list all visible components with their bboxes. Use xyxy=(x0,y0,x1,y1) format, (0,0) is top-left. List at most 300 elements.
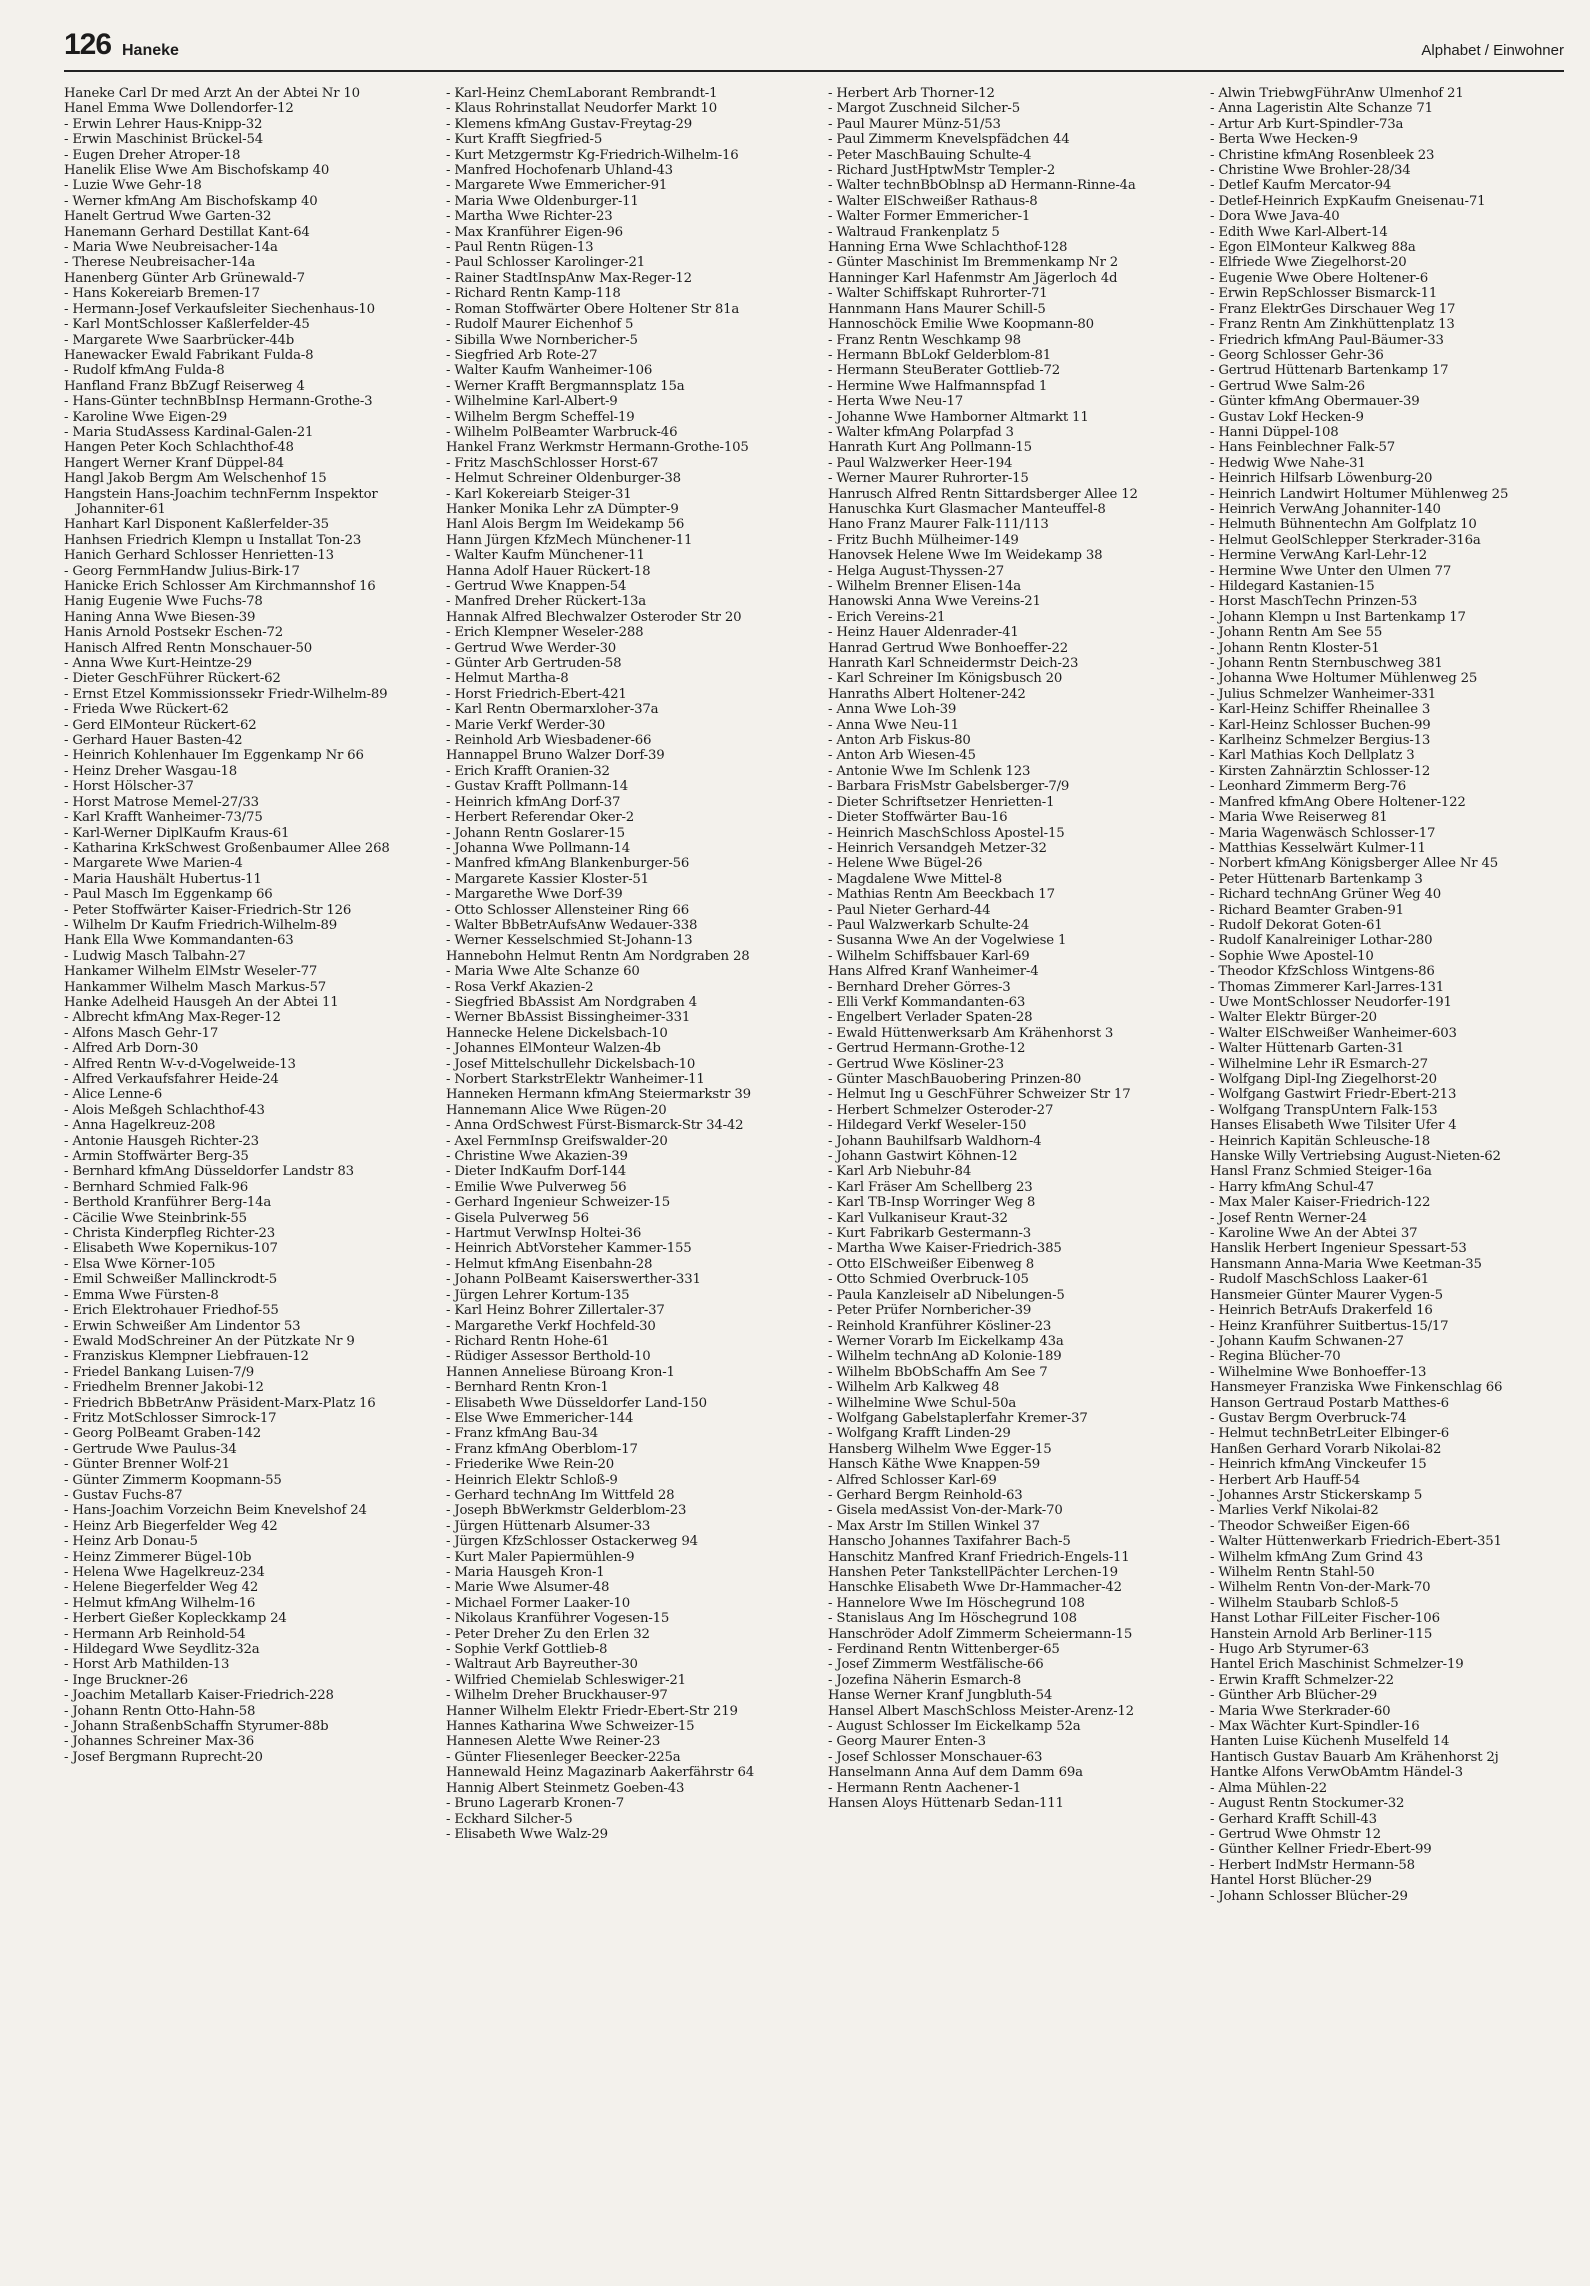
directory-entry: - Günter Brenner Wolf-21 xyxy=(64,1457,230,1473)
directory-entry: - Anna OrdSchwest Fürst-Bismarck-Str 34-42 xyxy=(446,1118,744,1134)
directory-entry: Hansmeier Günter Maurer Vygen-5 xyxy=(1210,1287,1443,1303)
directory-entry: - Mathias Rentn Am Beeckbach 17 xyxy=(828,887,1055,903)
directory-entry: - Bernhard kfmAng Düsseldorfer Landstr 83 xyxy=(64,1164,354,1180)
directory-entry: - Werner Maurer Ruhrorter-15 xyxy=(828,471,1029,487)
directory-entry: - Gerhard Krafft Schill-43 xyxy=(1210,1811,1377,1827)
directory-entry: - Walter kfmAng Polarpfad 3 xyxy=(828,424,1014,440)
directory-columns xyxy=(64,86,1564,2246)
directory-entry: - Friedrich kfmAng Paul-Bäumer-33 xyxy=(1210,332,1444,348)
directory-entry: - Therese Neubreisacher-14a xyxy=(64,255,256,271)
directory-entry: - Gertrud Hüttenarb Bartenkamp 17 xyxy=(1210,363,1449,379)
directory-entry: - Manfred kfmAng Blankenburger-56 xyxy=(446,856,690,872)
directory-entry: - Fritz Buchh Mülheimer-149 xyxy=(828,532,1019,548)
directory-entry: - Ernst Etzel Kommissionssekr Friedr-Wilhelm-89 xyxy=(64,686,388,702)
directory-entry: - Gerhard Bergm Reinhold-63 xyxy=(828,1487,1023,1503)
directory-entry: - Franz kfmAng Oberblom-17 xyxy=(446,1441,638,1457)
directory-entry: - Maria Haushält Hubertus-11 xyxy=(64,871,262,887)
directory-entry: - Erich Elektrohauer Friedhof-55 xyxy=(64,1303,279,1319)
directory-entry: - Hildegard Wwe Seydlitz-32a xyxy=(64,1642,260,1658)
directory-entry: - Cäcilie Wwe Steinbrink-55 xyxy=(64,1210,247,1226)
directory-entry: - Sibilla Wwe Nornbericher-5 xyxy=(446,332,638,348)
directory-entry: Hannecke Helene Dickelsbach-10 xyxy=(446,1025,668,1041)
directory-entry: - Sophie Verkf Gottlieb-8 xyxy=(446,1642,608,1658)
directory-entry: - Martha Wwe Richter-23 xyxy=(446,209,613,225)
directory-entry: Hanna Adolf Hauer Rückert-18 xyxy=(446,563,651,579)
directory-entry: - Horst Friedrich-Ebert-421 xyxy=(446,686,627,702)
column-3 xyxy=(828,86,1182,2246)
directory-entry: - Gerhard Hauer Basten-42 xyxy=(64,733,243,749)
directory-entry: - Hugo Arb Styrumer-63 xyxy=(1210,1642,1370,1658)
directory-entry: - Paul Masch Im Eggenkamp 66 xyxy=(64,887,273,903)
directory-entry: - Erwin Maschinist Brückel-54 xyxy=(64,132,263,148)
directory-entry: - Michael Former Laaker-10 xyxy=(446,1595,630,1611)
directory-entry: - Norbert StarkstrElektr Wanheimer-11 xyxy=(446,1072,705,1087)
directory-entry: - Günter MaschBauobering Prinzen-80 xyxy=(828,1072,1082,1087)
directory-entry: - Max Kranführer Eigen-96 xyxy=(446,224,623,240)
directory-entry: - Dieter GeschFührer Rückert-62 xyxy=(64,671,281,687)
directory-entry: - Walter ElSchweißer Rathaus-8 xyxy=(828,193,1038,209)
directory-entry: - Manfred Hochofenarb Uhland-43 xyxy=(446,163,673,179)
directory-entry: - Klemens kfmAng Gustav-Freytag-29 xyxy=(446,116,693,132)
directory-entry: - Marlies Verkf Nikolai-82 xyxy=(1210,1503,1379,1519)
directory-entry: - Georg FernmHandw Julius-Birk-17 xyxy=(64,563,300,579)
directory-entry: - Emil Schweißer Mallinckrodt-5 xyxy=(64,1272,278,1288)
directory-entry: - Wilhelmine Lehr iR Esmarch-27 xyxy=(1210,1056,1428,1072)
directory-entry: - Rudolf MaschSchloss Laaker-61 xyxy=(1210,1272,1430,1288)
directory-entry: - Engelbert Verlader Spaten-28 xyxy=(828,1010,1033,1026)
directory-entry: - Peter Stoffwärter Kaiser-Friedrich-Str 126 xyxy=(64,902,352,918)
directory-entry: - Kurt Fabrikarb Gestermann-3 xyxy=(828,1226,1032,1242)
directory-entry: - Helene Biegerfelder Weg 42 xyxy=(64,1580,259,1596)
directory-entry: - Marie Wwe Alsumer-48 xyxy=(446,1580,610,1596)
directory-entry: - Johann Rentn Sternbuschweg 381 xyxy=(1210,656,1443,672)
directory-entry: - Friederike Wwe Rein-20 xyxy=(446,1457,615,1473)
directory-entry: - Maria Wwe Neubreisacher-14a xyxy=(64,240,278,256)
directory-entry: - Luzie Wwe Gehr-18 xyxy=(64,178,202,194)
directory-entry: Hanslik Herbert Ingenieur Spessart-53 xyxy=(1210,1241,1467,1257)
directory-entry: Hanson Gertraud Postarb Matthes-6 xyxy=(1210,1395,1449,1411)
directory-entry: - Detlef-Heinrich ExpKaufm Gneisenau-71 xyxy=(1210,193,1486,209)
directory-entry: - Karoline Wwe Eigen-29 xyxy=(64,409,227,425)
directory-entry: - Hermann-Josef Verkaufsleiter Siechenhaus-10 xyxy=(64,301,375,317)
directory-entry: Hanfland Franz BbZugf Reiserweg 4 xyxy=(64,378,305,394)
directory-entry: - Eugen Dreher Atroper-18 xyxy=(64,147,241,163)
directory-entry: - Christa Kinderpfleg Richter-23 xyxy=(64,1226,276,1242)
directory-entry: - Hans Feinblechner Falk-57 xyxy=(1210,440,1396,456)
directory-entry: - Gustav Fuchs-87 xyxy=(64,1487,183,1503)
directory-entry: - Heinrich Kohlenhauer Im Eggenkamp Nr 66 xyxy=(64,748,364,764)
directory-entry: - Margarete Kassier Kloster-51 xyxy=(446,871,649,887)
directory-entry: - Fritz MotSchlosser Simrock-17 xyxy=(64,1410,277,1426)
directory-entry: - Marie Verkf Werder-30 xyxy=(446,717,606,733)
directory-entry: - Gustav Lokf Hecken-9 xyxy=(1210,409,1364,425)
directory-entry: - Karl Krafft Wanheimer-73/75 xyxy=(64,810,263,826)
directory-entry: - Helmuth Bühnentechn Am Golfplatz 10 xyxy=(1210,517,1477,533)
directory-entry: - Rudolf kfmAng Fulda-8 xyxy=(64,363,225,379)
directory-entry: - Günter Arb Gertruden-58 xyxy=(446,656,622,672)
directory-entry: - Karl Vulkaniseur Kraut-32 xyxy=(828,1210,1008,1226)
directory-entry: Hanshen Peter TankstellPächter Lerchen-19 xyxy=(828,1565,1118,1580)
directory-entry: - Walter technBbOblnsp aD Hermann-Rinne-4a xyxy=(828,178,1136,194)
directory-entry: Hanses Elisabeth Wwe Tilsiter Ufer 4 xyxy=(1210,1118,1457,1134)
directory-entry: - Regina Blücher-70 xyxy=(1210,1349,1341,1365)
directory-entry: - Maria Wwe Oldenburger-11 xyxy=(446,193,639,209)
directory-entry: - Alfred Schlosser Karl-69 xyxy=(828,1472,997,1488)
directory-entry: - Herbert Schmelzer Osteroder-27 xyxy=(828,1102,1054,1118)
directory-entry: - Herbert Arb Thorner-12 xyxy=(828,86,995,101)
directory-entry: Hanig Eugenie Wwe Fuchs-78 xyxy=(64,594,263,610)
directory-entry: - Richard Rentn Kamp-118 xyxy=(446,286,621,302)
directory-entry: Hansmann Anna-Maria Wwe Keetman-35 xyxy=(1210,1256,1482,1272)
directory-entry: - Max Wächter Kurt-Spindler-16 xyxy=(1210,1719,1420,1735)
directory-entry: - Max Maler Kaiser-Friedrich-122 xyxy=(1210,1195,1431,1211)
directory-entry: - Anton Arb Fiskus-80 xyxy=(828,733,971,749)
directory-entry: - Heinrich VerwAng Johanniter-140 xyxy=(1210,501,1441,517)
directory-entry: - Elisabeth Wwe Kopernikus-107 xyxy=(64,1241,278,1257)
directory-entry: - Franz kfmAng Bau-34 xyxy=(446,1426,598,1442)
directory-entry: - Gustav Bergm Overbruck-74 xyxy=(1210,1410,1407,1426)
directory-entry: - Katharina KrkSchwest Großenbaumer Allee 268 xyxy=(64,840,390,856)
directory-entry: - Karlheinz Schmelzer Bergius-13 xyxy=(1210,733,1431,749)
directory-entry: - Walter Hüttenarb Garten-31 xyxy=(1210,1041,1405,1057)
directory-entry: - Walter Kaufm Münchener-11 xyxy=(446,548,645,564)
directory-entry: Hansberg Wilhelm Wwe Egger-15 xyxy=(828,1441,1052,1457)
directory-entry: Hansl Franz Schmied Steiger-16a xyxy=(1210,1164,1432,1180)
directory-entry: - Max Arstr Im Stillen Winkel 37 xyxy=(828,1518,1040,1534)
directory-entry: Hanrath Karl Schneidermstr Deich-23 xyxy=(828,656,1079,672)
directory-entry: Hanemann Gerhard Destillat Kant-64 xyxy=(64,224,310,240)
directory-entry: - Ferdinand Rentn Wittenberger-65 xyxy=(828,1642,1060,1658)
directory-entry: - Anton Arb Wiesen-45 xyxy=(828,748,976,764)
directory-entry: - Wilhelmine Karl-Albert-9 xyxy=(446,394,618,410)
directory-entry: - Berthold Kranführer Berg-14a xyxy=(64,1195,272,1211)
directory-entry: - Johanna Wwe Pollmann-14 xyxy=(446,840,630,856)
directory-entry: - Heinz Hauer Aldenrader-41 xyxy=(828,625,1019,641)
directory-entry: - Wilhelm kfmAng Zum Grind 43 xyxy=(1210,1549,1423,1565)
directory-entry: - Gertrud Hermann-Grothe-12 xyxy=(828,1041,1026,1057)
directory-entry: - Peter Dreher Zu den Erlen 32 xyxy=(446,1626,650,1642)
directory-entry: - Nikolaus Kranführer Vogesen-15 xyxy=(446,1611,670,1627)
directory-entry: - Wilhelm technAng aD Kolonie-189 xyxy=(828,1349,1062,1365)
directory-entry: Hannak Alfred Blechwalzer Osteroder Str 20 xyxy=(446,609,742,625)
directory-entry: Hanse Werner Kranf Jungbluth-54 xyxy=(828,1688,1053,1704)
directory-entry: - Edith Wwe Karl-Albert-14 xyxy=(1210,224,1388,240)
column-1 xyxy=(64,86,418,2246)
directory-entry: - Gertrude Wwe Paulus-34 xyxy=(64,1441,237,1457)
directory-entry: - Rudolf Maurer Eichenhof 5 xyxy=(446,317,634,333)
directory-entry: - Margarete Wwe Saarbrücker-44b xyxy=(64,332,295,348)
directory-entry: - Gertrud Wwe Salm-26 xyxy=(1210,378,1365,394)
directory-entry: - Bernhard Dreher Görres-3 xyxy=(828,979,1011,995)
directory-entry: - Waltraud Frankenplatz 5 xyxy=(828,224,1000,240)
directory-entry: - Alice Lenne-6 xyxy=(64,1087,163,1103)
directory-entry: - Rosa Verkf Akazien-2 xyxy=(446,979,594,995)
directory-entry: Hankel Franz Werkmstr Hermann-Grothe-105 xyxy=(446,440,749,456)
directory-entry: - Christine Wwe Akazien-39 xyxy=(446,1149,628,1165)
directory-entry: - Dieter IndKaufm Dorf-144 xyxy=(446,1164,626,1180)
directory-entry: Hanrad Gertrud Wwe Bonhoeffer-22 xyxy=(828,640,1068,656)
directory-entry: - Inge Bruckner-26 xyxy=(64,1672,188,1688)
directory-entry: - Karl Arb Niebuhr-84 xyxy=(828,1164,972,1180)
directory-entry: - Hermine Wwe Halfmannspfad 1 xyxy=(828,378,1048,394)
directory-entry: - Gerd ElMonteur Rückert-62 xyxy=(64,717,257,733)
directory-entry: - Leonhard Zimmerm Berg-76 xyxy=(1210,779,1407,795)
directory-entry: - Hermann BbLokf Gelderblom-81 xyxy=(828,347,1052,363)
directory-entry: - Siegfried BbAssist Am Nordgraben 4 xyxy=(446,994,697,1010)
directory-entry: - Wilhelmine Wwe Bonhoeffer-13 xyxy=(1210,1364,1427,1380)
directory-entry: - Günter Zimmerm Koopmann-55 xyxy=(64,1472,282,1488)
directory-entry: - Barbara FrisMstr Gabelsberger-7/9 xyxy=(828,779,1070,795)
directory-entry: - Alfred Rentn W-v-d-Vogelweide-13 xyxy=(64,1056,296,1072)
directory-entry: - Johannes ElMonteur Walzen-4b xyxy=(446,1041,661,1057)
directory-entry: Hanrath Kurt Ang Pollmann-15 xyxy=(828,440,1032,456)
directory-entry: - Kirsten Zahnärztin Schlosser-12 xyxy=(1210,763,1431,779)
directory-entry: - Johannes Arstr Stickerskamp 5 xyxy=(1210,1487,1423,1503)
directory-entry: - Uwe MontSchlosser Neudorfer-191 xyxy=(1210,994,1452,1010)
directory-entry: - Karl-Heinz Schlosser Buchen-99 xyxy=(1210,717,1431,733)
directory-entry: - Wilhelm Dreher Bruckhauser-97 xyxy=(446,1688,668,1704)
directory-entry: - Wilhelm Schiffsbauer Karl-69 xyxy=(828,948,1030,964)
directory-entry: - Johann Kaufm Schwanen-27 xyxy=(1210,1333,1404,1349)
directory-entry: - Friedel Bankang Luisen-7/9 xyxy=(64,1364,255,1380)
directory-entry: - Gerhard Ingenieur Schweizer-15 xyxy=(446,1195,671,1211)
directory-entry: - Heinz Arb Donau-5 xyxy=(64,1534,198,1550)
directory-entry: - Herbert Arb Hauff-54 xyxy=(1210,1472,1361,1488)
directory-entry: - Heinz Arb Biegerfelder Weg 42 xyxy=(64,1518,278,1534)
directory-entry: - Josef Zimmerm Westfälische-66 xyxy=(828,1657,1044,1673)
directory-entry: - Horst Arb Mathilden-13 xyxy=(64,1657,230,1673)
directory-entry: Hansen Aloys Hüttenarb Sedan-111 xyxy=(828,1796,1064,1812)
directory-entry: - Roman Stoffwärter Obere Holtener Str 81a xyxy=(446,301,740,317)
directory-entry: - Helene Wwe Bügel-26 xyxy=(828,856,983,872)
directory-entry: Hannesen Alette Wwe Reiner-23 xyxy=(446,1734,661,1750)
directory-entry: - Johannes Schreiner Max-36 xyxy=(64,1734,255,1750)
directory-entry: - Paul Walzwerkarb Schulte-24 xyxy=(828,917,1030,933)
directory-entry: - Otto ElSchweißer Eibenweg 8 xyxy=(828,1256,1035,1272)
directory-entry: - Günter kfmAng Obermauer-39 xyxy=(1210,394,1420,410)
directory-entry: - Erwin RepSchlosser Bismarck-11 xyxy=(1210,286,1438,302)
directory-entry: - Horst Hölscher-37 xyxy=(64,779,194,795)
directory-entry: - Hanni Düppel-108 xyxy=(1210,424,1339,440)
directory-entry: Hannig Albert Steinmetz Goeben-43 xyxy=(446,1780,685,1796)
directory-entry: Hanselmann Anna Auf dem Damm 69a xyxy=(828,1765,1083,1781)
directory-entry: - Günther Kellner Friedr-Ebert-99 xyxy=(1210,1842,1432,1858)
directory-entry: Hanscho Johannes Taxifahrer Bach-5 xyxy=(828,1534,1071,1550)
directory-entry: Hanninger Karl Hafenmstr Am Jägerloch 4d xyxy=(828,270,1118,286)
directory-entry: Hantisch Gustav Bauarb Am Krähenhorst 2j xyxy=(1210,1749,1499,1765)
directory-entry: - Werner Kesselschmied St-Johann-13 xyxy=(446,933,693,949)
directory-entry: - Franz Rentn Am Zinkhüttenplatz 13 xyxy=(1210,317,1455,333)
directory-entry: - Armin Stoffwärter Berg-35 xyxy=(64,1149,249,1165)
directory-entry: Hanewacker Ewald Fabrikant Fulda-8 xyxy=(64,347,314,363)
directory-entry: Hanhsen Friedrich Klempn u Installat Ton-23 xyxy=(64,532,362,548)
directory-entry: - Rüdiger Assessor Berthold-10 xyxy=(446,1349,651,1365)
directory-entry: - Günter Fliesenleger Beecker-225a xyxy=(446,1749,681,1765)
directory-entry: - Paul Rentn Rügen-13 xyxy=(446,240,594,256)
directory-entry: - Egon ElMonteur Kalkweg 88a xyxy=(1210,240,1416,256)
directory-entry: - Josef Schlosser Monschauer-63 xyxy=(828,1749,1043,1765)
directory-entry: - Wilhelm PolBeamter Warbruck-46 xyxy=(446,424,678,440)
directory-entry: - Friedhelm Brenner Jakobi-12 xyxy=(64,1380,264,1396)
directory-entry: - Harry kfmAng Schul-47 xyxy=(1210,1179,1374,1195)
page-name: Haneke xyxy=(122,42,179,59)
directory-entry: - Else Wwe Emmericher-144 xyxy=(446,1410,634,1426)
directory-entry: Hanßen Gerhard Vorarb Nikolai-82 xyxy=(1210,1441,1442,1457)
directory-entry: - Karl Mathias Koch Dellplatz 3 xyxy=(1210,748,1415,764)
directory-entry: - Paul Nieter Gerhard-44 xyxy=(828,902,991,918)
directory-entry: - Maria Wwe Alte Schanze 60 xyxy=(446,964,640,980)
directory-entry: - Walter Hüttenwerkarb Friedrich-Ebert-351 xyxy=(1210,1534,1502,1550)
directory-entry: - Gertrud Wwe Kösliner-23 xyxy=(828,1056,1004,1072)
directory-entry: - Kurt Metzgermstr Kg-Friedrich-Wilhelm-16 xyxy=(446,147,739,163)
directory-entry: - Alfred Verkaufsfahrer Heide-24 xyxy=(64,1072,279,1087)
directory-entry: - Wilhelm BbObSchaffn Am See 7 xyxy=(828,1364,1048,1380)
directory-entry: Hannen Anneliese Büroang Kron-1 xyxy=(446,1364,675,1380)
directory-entry: - Peter Prüfer Nornbericher-39 xyxy=(828,1303,1032,1319)
directory-entry: - Christine Wwe Brohler-28/34 xyxy=(1210,163,1411,179)
directory-entry: - Waltraut Arb Bayreuther-30 xyxy=(446,1657,638,1673)
directory-entry: - Dieter Stoffwärter Bau-16 xyxy=(828,810,1008,826)
directory-entry: Hann Jürgen KfzMech Münchener-11 xyxy=(446,532,693,548)
directory-entry: - Heinz Dreher Wasgau-18 xyxy=(64,763,238,779)
directory-entry: - Elisabeth Wwe Walz-29 xyxy=(446,1826,608,1842)
directory-entry: - Jozefina Näherin Esmarch-8 xyxy=(828,1672,1022,1688)
directory-entry: - Elfriede Wwe Ziegelhorst-20 xyxy=(1210,255,1407,271)
directory-entry: - Wilhelm Arb Kalkweg 48 xyxy=(828,1380,1000,1396)
directory-entry: - Helmut technBetrLeiter Elbinger-6 xyxy=(1210,1426,1450,1442)
directory-entry: - Josef Bergmann Ruprecht-20 xyxy=(64,1749,263,1765)
directory-entry: - Ewald Hüttenwerksarb Am Krähenhorst 3 xyxy=(828,1025,1114,1041)
directory-entry: Hanelt Gertrud Wwe Garten-32 xyxy=(64,209,272,225)
directory-entry: Hannebohn Helmut Rentn Am Nordgraben 28 xyxy=(446,948,750,964)
directory-entry: - Heinrich Elektr Schloß-9 xyxy=(446,1472,618,1488)
directory-entry: - Karl MontSchlosser Kaßlerfelder-45 xyxy=(64,317,310,333)
directory-entry: - Anna Wwe Kurt-Heintze-29 xyxy=(64,656,252,672)
directory-entry: Hannemann Alice Wwe Rügen-20 xyxy=(446,1102,667,1118)
directory-entry: - Wilhelmine Wwe Schul-50a xyxy=(828,1395,1017,1411)
directory-entry: - Klaus Rohrinstallat Neudorfer Markt 10 xyxy=(446,101,718,117)
directory-entry: - Johann StraßenbSchaffn Styrumer-88b xyxy=(64,1719,329,1735)
directory-entry: - Karl-Werner DiplKaufm Kraus-61 xyxy=(64,825,290,841)
directory-entry: - Jürgen Hüttenarb Alsumer-33 xyxy=(446,1518,651,1534)
directory-entry: Hanich Gerhard Schlosser Henrietten-13 xyxy=(64,548,334,564)
directory-entry: - Heinrich kfmAng Vinckeufer 15 xyxy=(1210,1457,1427,1473)
directory-entry: - Paul Maurer Münz-51/53 xyxy=(828,116,1001,132)
directory-entry: - Günter Maschinist Im Bremmenkamp Nr 2 xyxy=(828,255,1119,271)
directory-entry: - Helmut Schreiner Oldenburger-38 xyxy=(446,471,681,487)
directory-entry: - Kurt Krafft Siegfried-5 xyxy=(446,132,603,148)
directory-entry: Hanelik Elise Wwe Am Bischofskamp 40 xyxy=(64,163,330,179)
directory-entry: - Elli Verkf Kommandanten-63 xyxy=(828,994,1026,1010)
directory-entry: - August Schlosser Im Eickelkamp 52a xyxy=(828,1719,1081,1735)
directory-entry: - Stanislaus Ang Im Höschegrund 108 xyxy=(828,1611,1077,1627)
directory-entry: - Manfred Dreher Rückert-13a xyxy=(446,594,647,610)
directory-entry: - Margarethe Verkf Hochfeld-30 xyxy=(446,1318,656,1334)
directory-entry: - Matthias Kesselwärt Kulmer-11 xyxy=(1210,840,1426,856)
directory-entry: - Gisela Pulverweg 56 xyxy=(446,1210,589,1226)
directory-entry: - Werner Vorarb Im Eickelkamp 43a xyxy=(828,1333,1064,1349)
directory-entry: - Josef Rentn Werner-24 xyxy=(1210,1210,1367,1226)
directory-entry: - Heinrich kfmAng Dorf-37 xyxy=(446,794,621,810)
directory-entry: - Theodor Schweißer Eigen-66 xyxy=(1210,1518,1410,1534)
directory-entry: - Heinz Kranführer Suitbertus-15/17 xyxy=(1210,1318,1449,1334)
directory-entry: Hanning Erna Wwe Schlachthof-128 xyxy=(828,240,1068,256)
directory-entry: - Franziskus Klempner Liebfrauen-12 xyxy=(64,1349,309,1365)
directory-entry: - Wilhelm Dr Kaufm Friedrich-Wilhelm-89 xyxy=(64,917,338,933)
directory-entry: - Günther Arb Blücher-29 xyxy=(1210,1688,1377,1704)
directory-entry: - Margot Zuschneid Silcher-5 xyxy=(828,101,1020,117)
directory-entry: - Hermann Rentn Aachener-1 xyxy=(828,1780,1021,1796)
directory-entry: - Dora Wwe Java-40 xyxy=(1210,209,1340,225)
directory-entry: Hanisch Alfred Rentn Monschauer-50 xyxy=(64,640,313,656)
directory-entry: - Johanne Wwe Hamborner Altmarkt 11 xyxy=(828,409,1089,425)
directory-entry: - Bernhard Schmied Falk-96 xyxy=(64,1179,248,1195)
directory-entry: - Magdalene Wwe Mittel-8 xyxy=(828,871,1002,887)
directory-entry: - Fritz MaschSchlosser Horst-67 xyxy=(446,455,659,471)
directory-entry: - Karl Heinz Bohrer Zillertaler-37 xyxy=(446,1303,665,1319)
directory-entry: - Georg Schlosser Gehr-36 xyxy=(1210,347,1384,363)
directory-entry: - Wilhelm Rentn Von-der-Mark-70 xyxy=(1210,1580,1431,1596)
directory-entry: - Emma Wwe Fürsten-8 xyxy=(64,1287,219,1303)
directory-entry: Hans Alfred Kranf Wanheimer-4 xyxy=(828,964,1039,980)
directory-entry: - Elisabeth Wwe Düsseldorfer Land-150 xyxy=(446,1395,707,1411)
directory-entry: - Johann Klempn u Inst Bartenkamp 17 xyxy=(1210,609,1466,625)
directory-entry: Haneke Carl Dr med Arzt An der Abtei Nr 10 xyxy=(64,86,360,101)
directory-entry: - Wolfgang Krafft Linden-29 xyxy=(828,1426,1011,1442)
directory-entry: Hanke Adelheid Hausgeh An der Abtei 11 xyxy=(64,994,339,1010)
directory-entry: - Hermine VerwAng Karl-Lehr-12 xyxy=(1210,548,1427,564)
directory-entry: - Hartmut VerwInsp Holtei-36 xyxy=(446,1226,642,1242)
directory-entry: - Antonie Wwe Im Schlenk 123 xyxy=(828,763,1031,779)
directory-entry: - Karl Fräser Am Schellberg 23 xyxy=(828,1179,1033,1195)
directory-entry: - Franz ElektrGes Dirschauer Weg 17 xyxy=(1210,301,1456,317)
directory-entry: - Hermann SteuBerater Gottlieb-72 xyxy=(828,363,1061,379)
directory-entry: Hantel Erich Maschinist Schmelzer-19 xyxy=(1210,1657,1464,1673)
directory-entry: - Gisela medAssist Von-der-Mark-70 xyxy=(828,1503,1063,1519)
directory-entry: - Johann Schlosser Blücher-29 xyxy=(1210,1888,1408,1904)
directory-entry: Hannoschöck Emilie Wwe Koopmann-80 xyxy=(828,317,1094,333)
directory-entry: - Christine kfmAng Rosenbleek 23 xyxy=(1210,147,1435,163)
directory-entry: - Erwin Schweißer Am Lindentor 53 xyxy=(64,1318,301,1334)
directory-entry: - Walter Elektr Bürger-20 xyxy=(1210,1010,1377,1026)
directory-entry: - Hedwig Wwe Nahe-31 xyxy=(1210,455,1366,471)
directory-entry: - Johann PolBeamt Kaiserswerther-331 xyxy=(446,1272,701,1288)
directory-entry: Hano Franz Maurer Falk-111/113 xyxy=(828,517,1049,533)
directory-entry: - Heinrich MaschSchloss Apostel-15 xyxy=(828,825,1065,841)
directory-entry: - Heinrich Kapitän Schleusche-18 xyxy=(1210,1133,1431,1149)
directory-entry: Hannes Katharina Wwe Schweizer-15 xyxy=(446,1719,695,1735)
directory-entry: - Wolfgang Gastwirt Friedr-Ebert-213 xyxy=(1210,1087,1457,1103)
directory-entry: - Antonie Hausgeh Richter-23 xyxy=(64,1133,259,1149)
directory-entry: - Wilfried Chemielab Schleswiger-21 xyxy=(446,1672,686,1688)
directory-entry: - Bernhard Rentn Kron-1 xyxy=(446,1380,609,1396)
directory-entry: - Anna Wwe Loh-39 xyxy=(828,702,957,718)
directory-entry: - Anna Wwe Neu-11 xyxy=(828,717,959,733)
directory-entry: - Hermann Arb Reinhold-54 xyxy=(64,1626,246,1642)
directory-entry: - Jürgen Lehrer Kortum-135 xyxy=(446,1287,630,1303)
directory-entry: - Karl TB-Insp Worringer Weg 8 xyxy=(828,1195,1036,1211)
directory-entry: - Heinrich Versandgeh Metzer-32 xyxy=(828,840,1047,856)
directory-entry: - Emilie Wwe Pulverweg 56 xyxy=(446,1179,627,1195)
directory-entry: Hannmann Hans Maurer Schill-5 xyxy=(828,301,1046,317)
directory-entry: - Walter Schiffskapt Ruhrorter-71 xyxy=(828,286,1048,302)
directory-entry: - Erich Klempner Weseler-288 xyxy=(446,625,644,641)
directory-entry: - Bruno Lagerarb Kronen-7 xyxy=(446,1796,624,1812)
directory-entry: - Herta Wwe Neu-17 xyxy=(828,394,964,410)
directory-entry: - Hildegard Verkf Weseler-150 xyxy=(828,1118,1027,1134)
section-title: Alphabet / Einwohner xyxy=(1421,42,1564,59)
directory-entry: - Wilhelm Rentn Stahl-50 xyxy=(1210,1565,1375,1580)
